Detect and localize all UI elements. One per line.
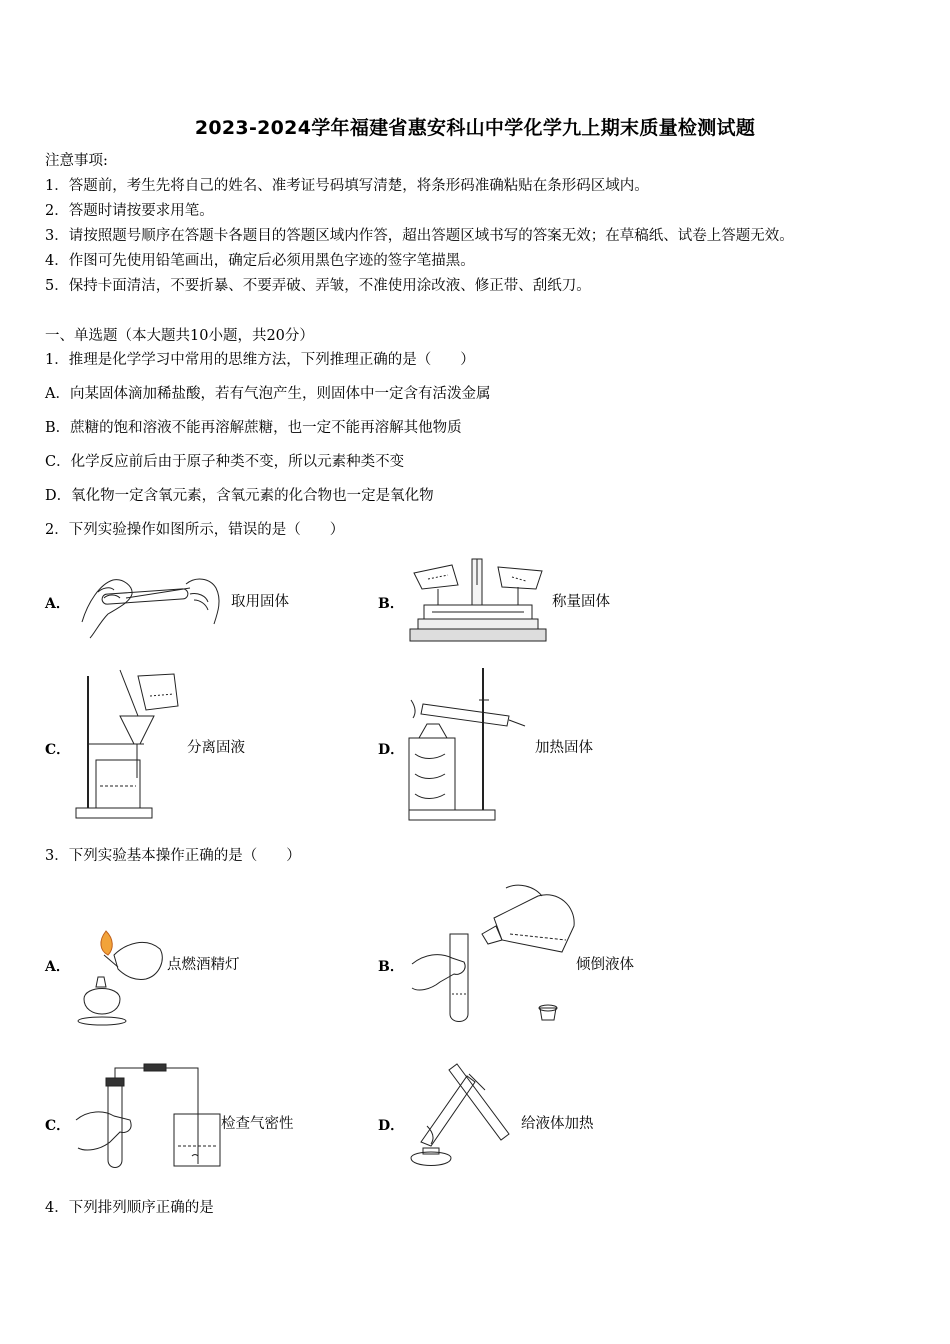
q2-option-a-letter: A． — [45, 596, 70, 612]
q2-option-c-letter: C． — [45, 742, 71, 758]
q2-option-c-caption: 分离固液 — [187, 740, 245, 756]
q1-option-c: C．化学反应前后由于原子种类不变，所以元素种类不变 — [45, 454, 405, 470]
q1-option-a: A．向某固体滴加稀盐酸，若有气泡产生，则固体中一定含有活泼金属 — [45, 386, 491, 402]
q1-option-d: D．氧化物一定含氧元素，含氧元素的化合物也一定是氧化物 — [45, 488, 434, 504]
q3-option-a-letter: A． — [45, 959, 70, 975]
q2-option-a-caption: 取用固体 — [231, 594, 289, 610]
notice-item: 1．答题前，考生先将自己的姓名、准考证号码填写清楚，将条形码准确粘贴在条形码区域内。 — [45, 178, 649, 194]
notice-item: 2．答题时请按要求用笔。 — [45, 203, 214, 219]
notice-heading: 注意事项: — [45, 153, 108, 169]
question-4-stem: 4．下列排列顺序正确的是 — [45, 1200, 214, 1216]
page-title: 2023-2024学年福建省惠安科山中学化学九上期末质量检测试题 — [194, 117, 756, 139]
question-1-stem: 1．推理是化学学习中常用的思维方法，下列推理正确的是（ ） — [45, 352, 475, 368]
question-2-stem: 2．下列实验操作如图所示，错误的是（ ） — [45, 522, 345, 538]
q3-option-d-letter: D． — [378, 1118, 405, 1134]
q3-option-b-caption: 倾倒液体 — [576, 957, 634, 973]
section-heading: 一、单选题（本大题共10小题，共20分） — [45, 328, 314, 344]
q3-option-b-letter: B． — [378, 959, 404, 975]
heating-liquid-illustration — [405, 1060, 517, 1170]
q1-option-b: B．蔗糖的饱和溶液不能再溶解蔗糖，也一定不能再溶解其他物质 — [45, 420, 462, 436]
airtightness-check-illustration — [74, 1060, 222, 1172]
q3-option-d-caption: 给液体加热 — [521, 1116, 594, 1132]
question-3-stem: 3．下列实验基本操作正确的是（ ） — [45, 848, 301, 864]
lighting-alcohol-lamp-illustration — [74, 925, 166, 1027]
q2-option-b-letter: B． — [378, 596, 404, 612]
notice-item: 3．请按照题号顺序在答题卡各题目的答题区域内作答，超出答题区域书写的答案无效；在草稿纸、试卷上答题无效。 — [45, 228, 794, 244]
filtration-setup-illustration — [74, 668, 186, 822]
q2-option-b-caption: 称量固体 — [552, 594, 610, 610]
heating-solid-illustration — [405, 664, 530, 822]
q3-option-c-caption: 检查气密性 — [221, 1116, 294, 1132]
q2-option-d-letter: D． — [378, 742, 405, 758]
pouring-liquid-illustration — [410, 882, 582, 1026]
q3-option-a-caption: 点燃酒精灯 — [167, 957, 240, 973]
balance-scale-illustration — [408, 555, 548, 643]
notice-item: 5．保持卡面清洁，不要折暴、不要弄破、弄皱，不准使用涂改液、修正带、刮纸刀。 — [45, 278, 591, 294]
q2-option-d-caption: 加热固体 — [535, 740, 593, 756]
hands-test-tube-illustration — [78, 572, 223, 640]
notice-item: 4．作图可先使用铅笔画出，确定后必须用黑色字迹的签字笔描黑。 — [45, 253, 475, 269]
q3-option-c-letter: C． — [45, 1118, 71, 1134]
